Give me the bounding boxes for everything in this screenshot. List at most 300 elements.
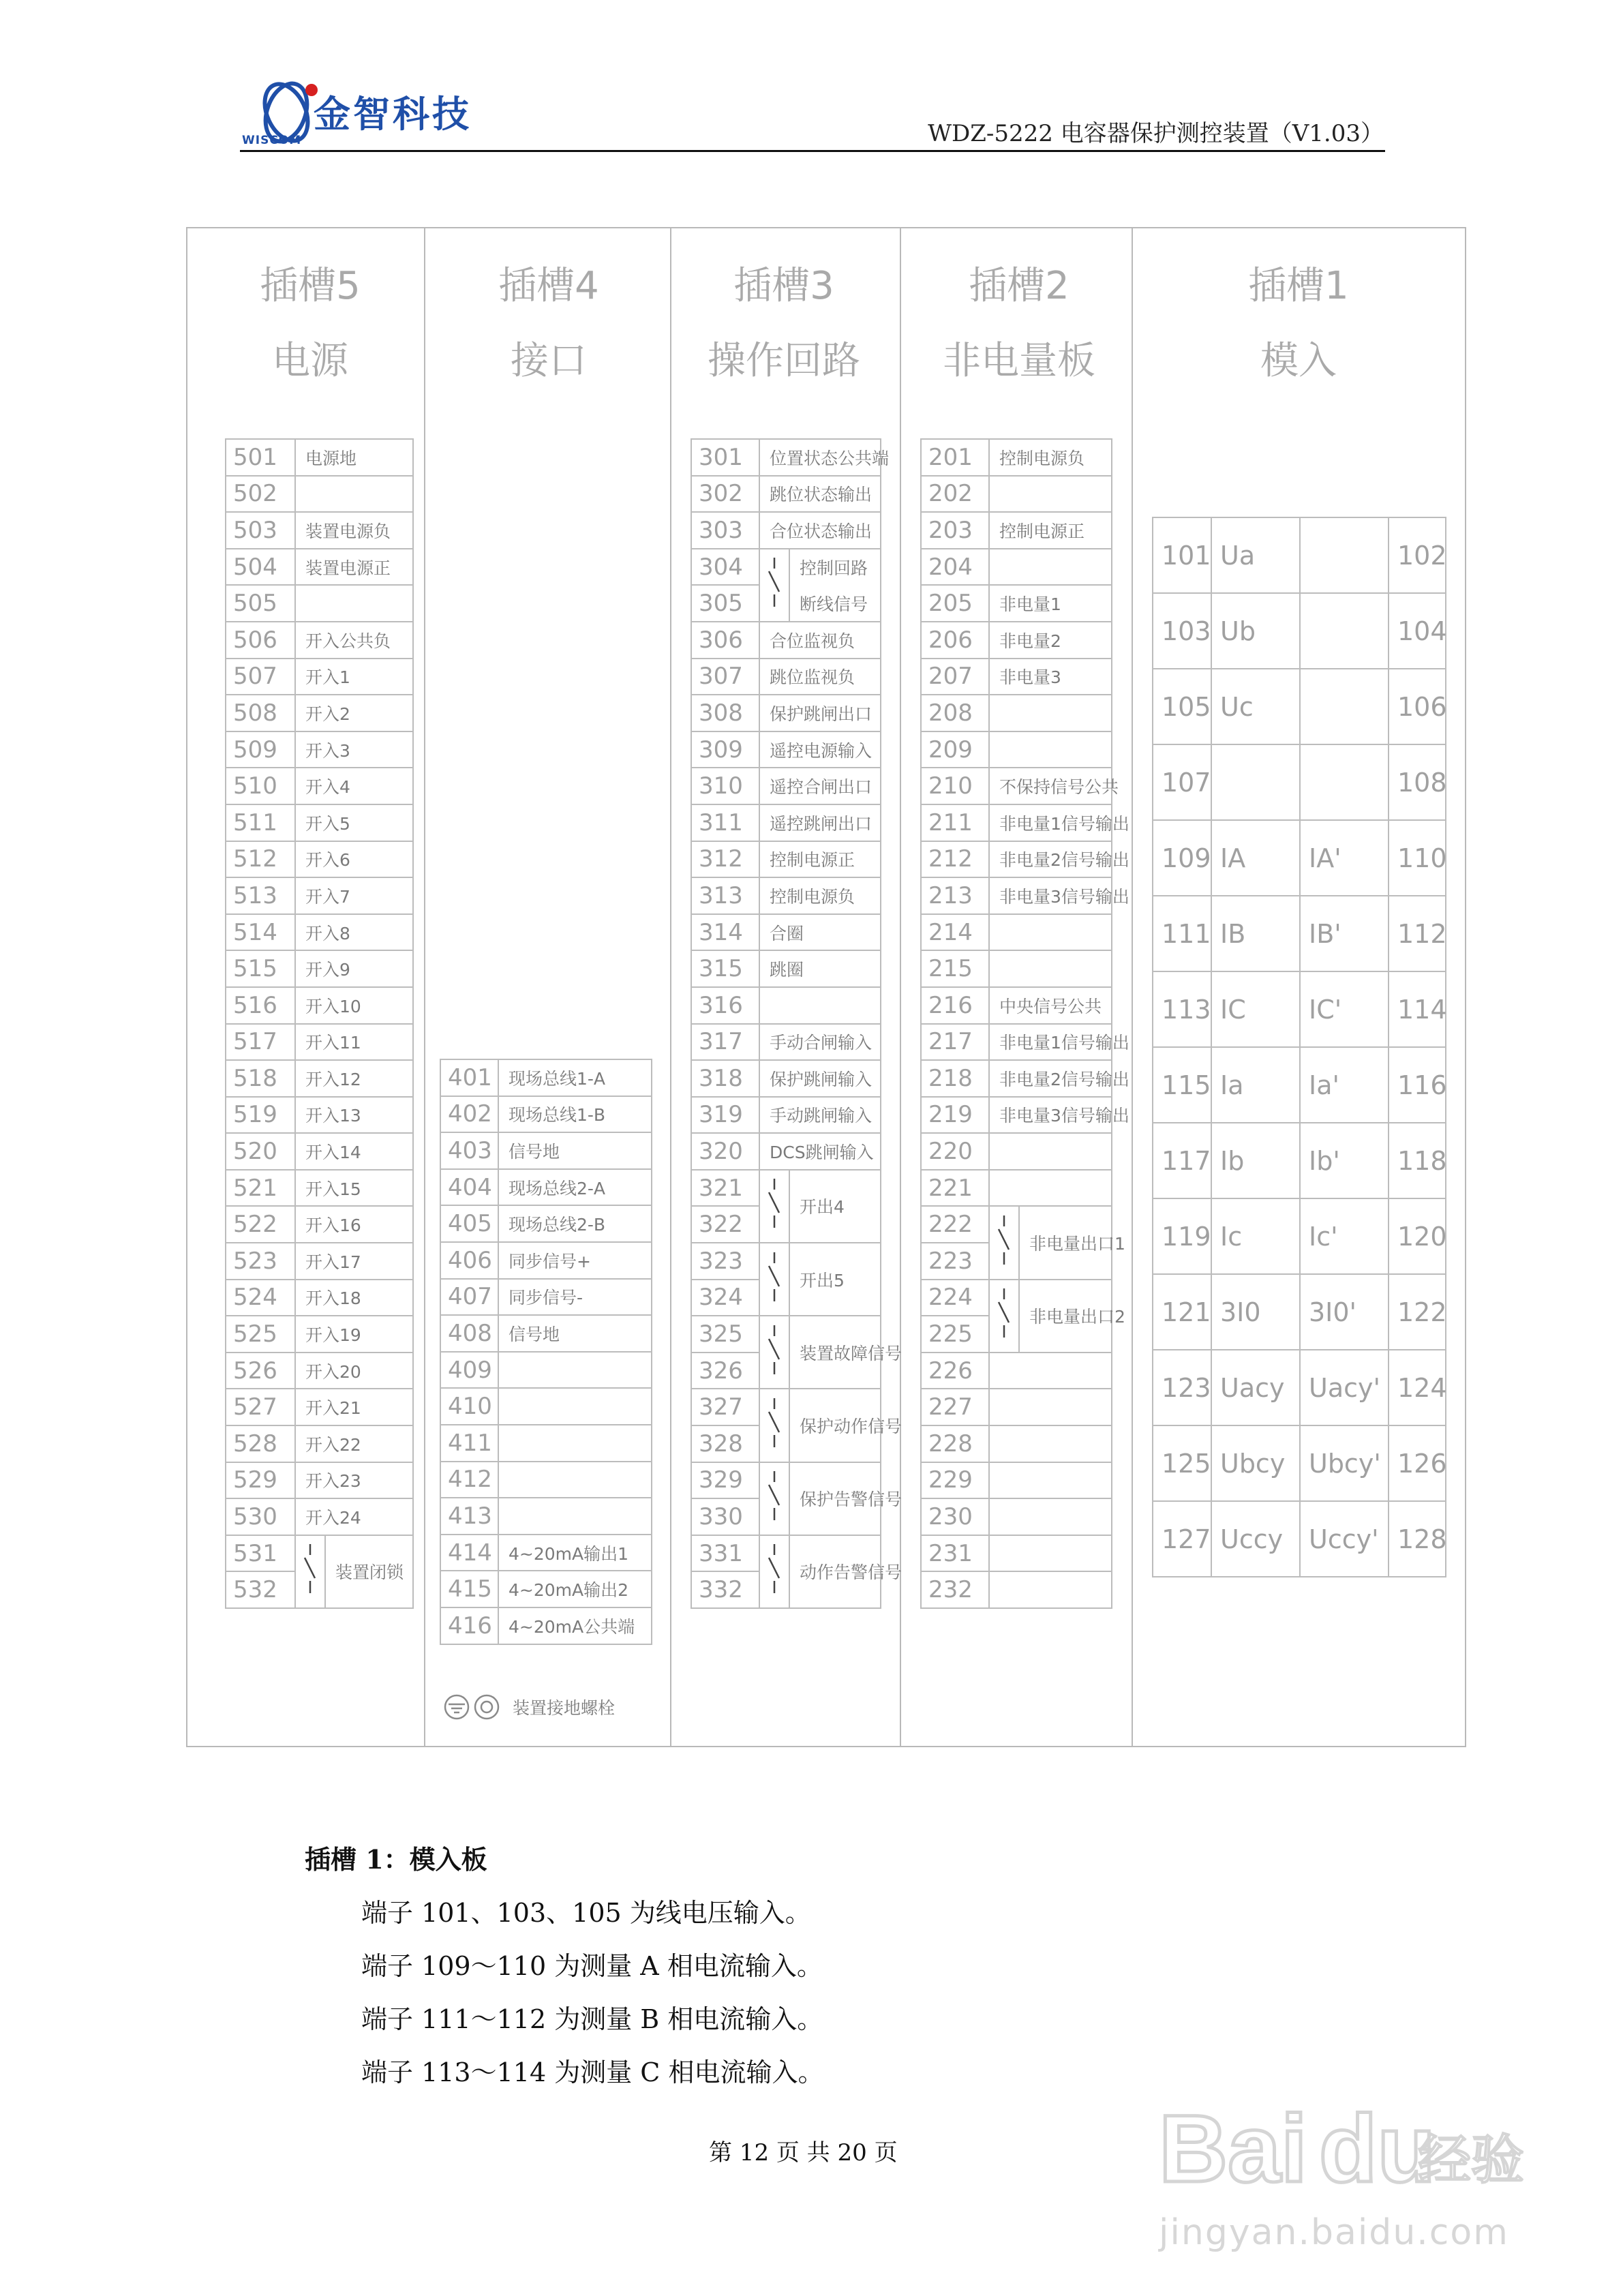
terminal-number: 110 xyxy=(1389,820,1446,896)
contact-switch-icon xyxy=(764,1176,785,1230)
switch-cell xyxy=(759,1243,789,1316)
terminal-number: 103 xyxy=(1153,593,1211,669)
terminal-number: 518 xyxy=(226,1060,295,1097)
table-row xyxy=(226,768,413,804)
terminal-label: 非电量2 xyxy=(989,622,1112,659)
terminal-number: 314 xyxy=(691,914,759,951)
table-row xyxy=(226,950,413,987)
terminal-label: 开入24 xyxy=(295,1498,413,1535)
table-row xyxy=(921,1206,1112,1243)
terminal-label: 动作告警信号 xyxy=(789,1535,881,1608)
table-row xyxy=(226,914,413,951)
terminal-number: 531 xyxy=(226,1535,295,1572)
terminal-number: 204 xyxy=(921,549,989,586)
table-row xyxy=(226,695,413,731)
terminal-label xyxy=(989,914,1112,951)
terminal-number: 522 xyxy=(226,1206,295,1243)
table-row xyxy=(691,877,881,914)
terminal-number: 523 xyxy=(226,1243,295,1280)
table-row xyxy=(921,1462,1112,1499)
terminal-label xyxy=(989,1462,1112,1499)
table-row xyxy=(691,768,881,804)
terminal-number: 218 xyxy=(921,1060,989,1097)
watermark-url: jingyan.baidu.com xyxy=(1159,2212,1509,2253)
terminal-number: 501 xyxy=(226,439,295,476)
table-row xyxy=(1153,744,1446,820)
terminal-label: 不保持信号公共 xyxy=(989,768,1112,804)
terminal-number: 412 xyxy=(440,1462,498,1498)
signal-name: Ubcy xyxy=(1211,1425,1300,1501)
slot4-subtitle: 接口 xyxy=(511,339,587,383)
table-row xyxy=(921,1097,1112,1134)
terminal-number: 332 xyxy=(691,1571,759,1608)
terminal-number: 115 xyxy=(1153,1047,1211,1123)
terminal-number: 407 xyxy=(440,1279,498,1316)
terminal-label: 非电量3信号输出 xyxy=(989,1097,1112,1134)
table-row xyxy=(691,439,881,476)
terminal-number: 231 xyxy=(921,1535,989,1572)
slot5-subtitle: 电源 xyxy=(272,339,348,383)
table-row xyxy=(691,987,881,1024)
table-row xyxy=(440,1096,652,1133)
table-row xyxy=(1153,1501,1446,1577)
terminal-label xyxy=(295,585,413,622)
terminal-number: 409 xyxy=(440,1352,498,1389)
terminal-label: 合位状态输出 xyxy=(759,512,881,549)
logo-text: 金智科技 xyxy=(314,93,472,136)
slot1-rows xyxy=(1153,517,1446,1577)
switch-cell xyxy=(759,1462,789,1535)
terminal-number: 104 xyxy=(1389,593,1446,669)
terminal-label: 4~20mA公共端 xyxy=(498,1607,652,1644)
terminal-number: 519 xyxy=(226,1097,295,1134)
table-row xyxy=(440,1498,652,1535)
terminal-label: 开入14 xyxy=(295,1133,413,1170)
terminal-number: 303 xyxy=(691,512,759,549)
terminal-label: 非电量1信号输出 xyxy=(989,804,1112,841)
terminal-number: 504 xyxy=(226,549,295,586)
terminal-number: 229 xyxy=(921,1462,989,1499)
table-row xyxy=(226,622,413,659)
terminal-label xyxy=(989,1425,1112,1462)
terminal-label: 开入公共负 xyxy=(295,622,413,659)
terminal-label xyxy=(989,1133,1112,1170)
terminal-label xyxy=(295,476,413,513)
terminal-number: 319 xyxy=(691,1097,759,1134)
table-row xyxy=(691,914,881,951)
table-row xyxy=(226,1097,413,1134)
switch-cell xyxy=(989,1280,1019,1353)
terminal-number: 105 xyxy=(1153,669,1211,744)
terminal-number: 530 xyxy=(226,1498,295,1535)
terminal-number: 208 xyxy=(921,695,989,731)
terminal-number: 515 xyxy=(226,950,295,987)
terminal-number: 106 xyxy=(1389,669,1446,744)
logo-subtext: WISCOM xyxy=(242,134,302,147)
table-row xyxy=(921,731,1112,768)
terminal-number: 116 xyxy=(1389,1047,1446,1123)
terminal-number: 331 xyxy=(691,1535,759,1572)
signal-name xyxy=(1300,517,1389,593)
terminal-number: 209 xyxy=(921,731,989,768)
terminal-number: 325 xyxy=(691,1316,759,1353)
table-row xyxy=(691,841,881,878)
terminal-number: 521 xyxy=(226,1170,295,1207)
table-row xyxy=(440,1242,652,1279)
terminal-number: 217 xyxy=(921,1024,989,1061)
switch-cell xyxy=(759,1316,789,1389)
table-row xyxy=(691,622,881,659)
terminal-label: 非电量3信号输出 xyxy=(989,877,1112,914)
table-row xyxy=(1153,1123,1446,1198)
terminal-number: 119 xyxy=(1153,1198,1211,1274)
table-row xyxy=(691,659,881,695)
terminal-number: 510 xyxy=(226,768,295,804)
terminal-label: 开入21 xyxy=(295,1389,413,1425)
terminal-label: 断线信号 xyxy=(789,585,881,622)
terminal-label: 非电量1信号输出 xyxy=(989,1024,1112,1061)
table-row xyxy=(226,1535,413,1572)
slot2-title: 插槽2 xyxy=(969,264,1070,308)
slot2-subtitle: 非电量板 xyxy=(943,339,1095,383)
terminal-label: DCS跳闸输入 xyxy=(759,1133,881,1170)
table-row xyxy=(1153,820,1446,896)
terminal-number: 112 xyxy=(1389,896,1446,971)
terminal-number: 309 xyxy=(691,731,759,768)
terminal-label xyxy=(498,1388,652,1425)
terminal-number: 127 xyxy=(1153,1501,1211,1577)
table-row xyxy=(226,841,413,878)
table-row xyxy=(691,950,881,987)
terminal-number: 529 xyxy=(226,1462,295,1499)
terminal-label: 开入9 xyxy=(295,950,413,987)
terminal-number: 508 xyxy=(226,695,295,731)
terminal-label xyxy=(498,1462,652,1498)
terminal-number: 302 xyxy=(691,476,759,513)
table-row xyxy=(691,1133,881,1170)
signal-name: Ia' xyxy=(1300,1047,1389,1123)
slot1-subtitle: 模入 xyxy=(1260,339,1337,383)
contact-switch-icon xyxy=(764,1395,785,1450)
terminal-number: 113 xyxy=(1153,971,1211,1047)
terminal-number: 211 xyxy=(921,804,989,841)
switch-cell xyxy=(989,1206,1019,1279)
terminal-number: 307 xyxy=(691,659,759,695)
terminal-label: 开入2 xyxy=(295,695,413,731)
table-row xyxy=(440,1388,652,1425)
terminal-label xyxy=(989,1170,1112,1207)
terminal-number: 215 xyxy=(921,950,989,987)
contact-switch-icon xyxy=(764,1323,785,1377)
watermark-brand2: du xyxy=(1319,2095,1436,2202)
terminal-number: 108 xyxy=(1389,744,1446,820)
terminal-number: 304 xyxy=(691,549,759,586)
table-row xyxy=(921,1571,1112,1608)
table-row xyxy=(691,512,881,549)
terminal-number: 318 xyxy=(691,1060,759,1097)
table-row xyxy=(1153,1047,1446,1123)
terminal-number: 320 xyxy=(691,1133,759,1170)
table-row xyxy=(921,1170,1112,1207)
terminal-number: 301 xyxy=(691,439,759,476)
terminal-label xyxy=(759,987,881,1024)
slot5-title: 插槽5 xyxy=(260,264,361,308)
contact-switch-icon xyxy=(764,555,785,609)
terminal-label: 中央信号公共 xyxy=(989,987,1112,1024)
terminal-label: 开入15 xyxy=(295,1170,413,1207)
table-row xyxy=(226,1024,413,1061)
slot-divider xyxy=(670,227,671,1747)
table-row xyxy=(226,549,413,586)
slot-divider xyxy=(424,227,425,1747)
terminal-number: 526 xyxy=(226,1353,295,1389)
table-row xyxy=(921,476,1112,513)
terminal-number: 505 xyxy=(226,585,295,622)
terminal-number: 406 xyxy=(440,1242,498,1279)
terminal-number: 323 xyxy=(691,1243,759,1280)
table-row xyxy=(691,1316,881,1353)
table-row xyxy=(440,1315,652,1352)
terminal-label: 开入5 xyxy=(295,804,413,841)
signal-name: Uacy' xyxy=(1300,1350,1389,1425)
terminal-number: 326 xyxy=(691,1353,759,1389)
terminal-label: 保护动作信号 xyxy=(789,1389,881,1462)
terminal-number: 514 xyxy=(226,914,295,951)
terminal-number: 206 xyxy=(921,622,989,659)
terminal-number: 203 xyxy=(921,512,989,549)
signal-name: IA' xyxy=(1300,820,1389,896)
terminal-number: 205 xyxy=(921,585,989,622)
terminal-label: 开入11 xyxy=(295,1024,413,1061)
table-row xyxy=(921,841,1112,878)
terminal-number: 502 xyxy=(226,476,295,513)
contact-switch-icon xyxy=(764,1468,785,1523)
terminal-label: 非电量1 xyxy=(989,585,1112,622)
table-row xyxy=(691,1462,881,1499)
table-row xyxy=(440,1571,652,1607)
table-row xyxy=(226,1280,413,1316)
terminal-label: 保护跳闸出口 xyxy=(759,695,881,731)
terminal-number: 120 xyxy=(1389,1198,1446,1274)
terminal-label: 信号地 xyxy=(498,1132,652,1169)
terminal-label xyxy=(989,695,1112,731)
table-row xyxy=(226,512,413,549)
terminal-number: 330 xyxy=(691,1498,759,1535)
terminal-number: 520 xyxy=(226,1133,295,1170)
document-title: WDZ-5222 电容器保护测控装置（V1.03） xyxy=(928,120,1384,147)
table-row xyxy=(691,1535,881,1572)
terminal-number: 411 xyxy=(440,1425,498,1462)
terminal-number: 312 xyxy=(691,841,759,878)
table-row xyxy=(1153,1198,1446,1274)
terminal-label: 开入10 xyxy=(295,987,413,1024)
terminal-label: 保护跳闸输入 xyxy=(759,1060,881,1097)
signal-name: Uccy xyxy=(1211,1501,1300,1577)
terminal-label: 开入6 xyxy=(295,841,413,878)
terminal-number: 507 xyxy=(226,659,295,695)
terminal-number: 306 xyxy=(691,622,759,659)
terminal-number: 224 xyxy=(921,1280,989,1316)
table-row xyxy=(226,877,413,914)
table-row xyxy=(921,804,1112,841)
slot5-rows xyxy=(226,439,413,1608)
section-heading: 插槽 1：模入板 xyxy=(305,1844,487,1875)
terminal-label: 控制回路 xyxy=(789,549,881,586)
table-row xyxy=(921,439,1112,476)
terminal-label xyxy=(498,1425,652,1462)
terminal-number: 415 xyxy=(440,1571,498,1607)
terminal-label: 非电量3 xyxy=(989,659,1112,695)
signal-name: 3I0' xyxy=(1300,1274,1389,1350)
terminal-number: 114 xyxy=(1389,971,1446,1047)
terminal-number: 532 xyxy=(226,1571,295,1608)
terminal-number: 220 xyxy=(921,1133,989,1170)
table-row xyxy=(921,622,1112,659)
table-row xyxy=(440,1425,652,1462)
terminal-label: 手动跳闸输入 xyxy=(759,1097,881,1134)
terminal-label: 保护告警信号 xyxy=(789,1462,881,1535)
table-row xyxy=(226,1133,413,1170)
terminal-number: 225 xyxy=(921,1316,989,1353)
table-row xyxy=(691,731,881,768)
terminal-label xyxy=(498,1352,652,1389)
table-row xyxy=(226,439,413,476)
table-row xyxy=(440,1059,652,1096)
terminal-number: 317 xyxy=(691,1024,759,1061)
table-row xyxy=(440,1279,652,1316)
terminal-number: 329 xyxy=(691,1462,759,1499)
terminal-label: 开入1 xyxy=(295,659,413,695)
slot3-subtitle: 操作回路 xyxy=(708,339,860,383)
terminal-number: 321 xyxy=(691,1170,759,1207)
terminal-label: 非电量出口1 xyxy=(1019,1206,1112,1279)
terminal-number: 305 xyxy=(691,585,759,622)
terminal-number: 118 xyxy=(1389,1123,1446,1198)
terminal-number: 308 xyxy=(691,695,759,731)
terminal-number: 511 xyxy=(226,804,295,841)
terminal-label xyxy=(989,950,1112,987)
terminal-number: 316 xyxy=(691,987,759,1024)
table-row xyxy=(691,1389,881,1425)
terminal-number: 121 xyxy=(1153,1274,1211,1350)
table-row xyxy=(1153,593,1446,669)
terminal-number: 527 xyxy=(226,1389,295,1425)
terminal-number: 310 xyxy=(691,768,759,804)
terminal-label: 跳位监视负 xyxy=(759,659,881,695)
terminal-number: 212 xyxy=(921,841,989,878)
terminal-label: 位置状态公共端 xyxy=(759,439,881,476)
terminal-number: 201 xyxy=(921,439,989,476)
table-row xyxy=(440,1607,652,1644)
terminal-label: 控制电源负 xyxy=(759,877,881,914)
table-row xyxy=(440,1462,652,1498)
terminal-number: 214 xyxy=(921,914,989,951)
table-row xyxy=(921,1353,1112,1389)
terminal-label: 信号地 xyxy=(498,1315,652,1352)
terminal-number: 109 xyxy=(1153,820,1211,896)
terminal-label: 装置闭锁 xyxy=(325,1535,413,1608)
signal-name: IA xyxy=(1211,820,1300,896)
signal-name: IC xyxy=(1211,971,1300,1047)
terminal-label: 装置电源正 xyxy=(295,549,413,586)
terminal-label: 控制电源正 xyxy=(989,512,1112,549)
terminal-number: 202 xyxy=(921,476,989,513)
terminal-number: 414 xyxy=(440,1535,498,1571)
terminal-number: 125 xyxy=(1153,1425,1211,1501)
terminal-number: 232 xyxy=(921,1571,989,1608)
table-row xyxy=(921,950,1112,987)
table-row xyxy=(921,914,1112,951)
signal-name: Ua xyxy=(1211,517,1300,593)
terminal-label: 开入13 xyxy=(295,1097,413,1134)
terminal-label: 电源地 xyxy=(295,439,413,476)
table-row xyxy=(921,1535,1112,1572)
terminal-number: 506 xyxy=(226,622,295,659)
terminal-label xyxy=(989,1571,1112,1608)
slot1-terminal-table xyxy=(1152,517,1446,1577)
signal-name: Ic' xyxy=(1300,1198,1389,1274)
table-row xyxy=(226,1462,413,1499)
terminal-number: 221 xyxy=(921,1170,989,1207)
slot5-terminal-table xyxy=(225,438,414,1609)
terminal-label: 合位监视负 xyxy=(759,622,881,659)
table-row xyxy=(226,1243,413,1280)
signal-name: Ib' xyxy=(1300,1123,1389,1198)
slot2-rows xyxy=(921,439,1129,1608)
terminal-number: 101 xyxy=(1153,517,1211,593)
table-row xyxy=(691,549,881,586)
terminal-label: 开出5 xyxy=(789,1243,881,1316)
terminal-number: 227 xyxy=(921,1389,989,1425)
terminal-number: 410 xyxy=(440,1388,498,1425)
terminal-label: 开入8 xyxy=(295,914,413,951)
terminal-number: 102 xyxy=(1389,517,1446,593)
terminal-label: 遥控跳闸出口 xyxy=(759,804,881,841)
table-row xyxy=(1153,1274,1446,1350)
table-row xyxy=(921,768,1112,804)
table-row xyxy=(921,1280,1112,1316)
signal-name: Uacy xyxy=(1211,1350,1300,1425)
table-row xyxy=(691,1170,881,1207)
terminal-number: 122 xyxy=(1389,1274,1446,1350)
slot4-rows xyxy=(440,1059,652,1644)
terminal-label: 现场总线2-B xyxy=(498,1205,652,1242)
header-rule xyxy=(240,150,1385,152)
table-row xyxy=(921,877,1112,914)
terminal-label: 遥控合闸出口 xyxy=(759,768,881,804)
terminal-number: 213 xyxy=(921,877,989,914)
signal-name: Ic xyxy=(1211,1198,1300,1274)
switch-cell xyxy=(759,1170,789,1243)
table-row xyxy=(691,1243,881,1280)
slot3-title: 插槽3 xyxy=(733,264,834,308)
terminal-label: 开入4 xyxy=(295,768,413,804)
table-row xyxy=(226,987,413,1024)
terminal-number: 324 xyxy=(691,1280,759,1316)
watermark-cn: 经验 xyxy=(1418,2130,1525,2191)
terminal-number: 401 xyxy=(440,1059,498,1096)
terminal-number: 124 xyxy=(1389,1350,1446,1425)
terminal-label: 4~20mA输出2 xyxy=(498,1571,652,1607)
terminal-label xyxy=(989,1535,1112,1572)
table-row xyxy=(226,1353,413,1389)
slot-divider xyxy=(1132,227,1133,1747)
table-row xyxy=(921,1133,1112,1170)
terminal-label: 同步信号- xyxy=(498,1279,652,1316)
terminal-number: 313 xyxy=(691,877,759,914)
table-row xyxy=(921,585,1112,622)
ground-label: 装置接地螺栓 xyxy=(513,1698,616,1718)
